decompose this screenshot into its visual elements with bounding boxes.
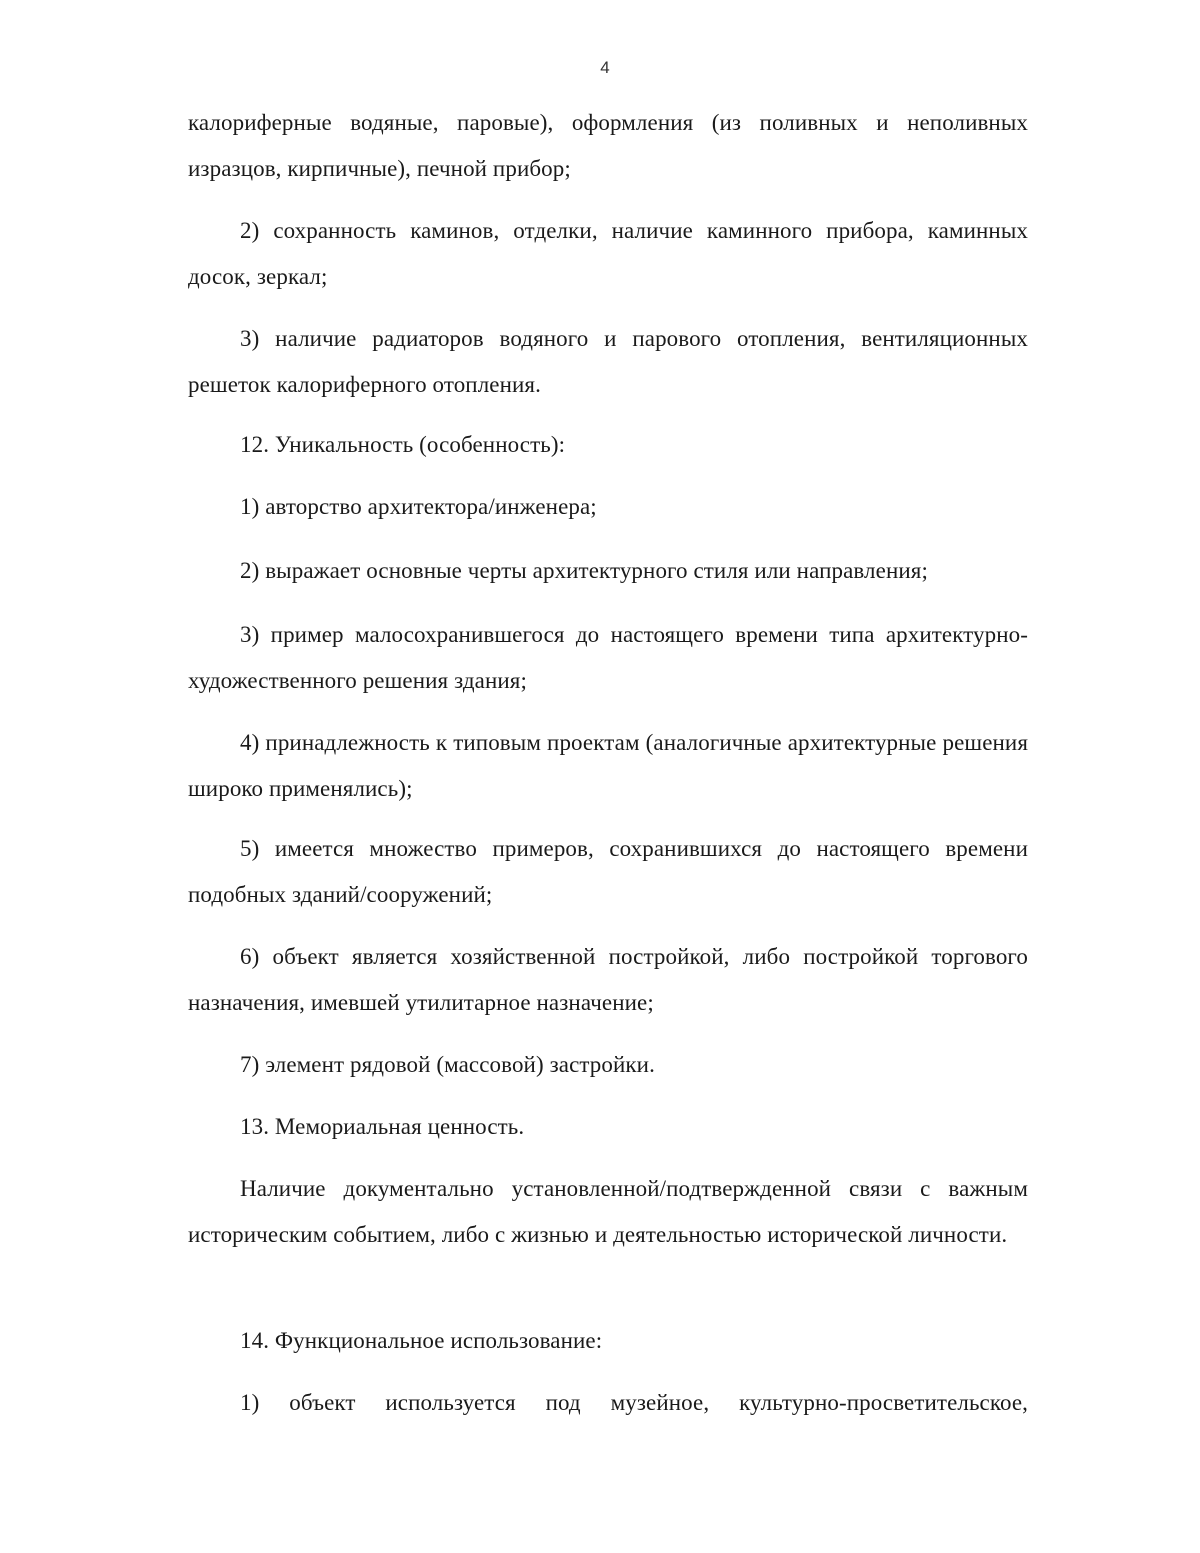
list-item-ordinary-building: 7) элемент рядовой (массовой) застройки. [240, 1052, 655, 1077]
heading-uniqueness: 12. Уникальность (особенность): [240, 432, 566, 457]
page-number: 4 [600, 58, 610, 77]
paragraph-fireplaces: 2) сохранность каминов, отделки, наличие каминного прибора, каминных досок, зеркал; [188, 218, 1028, 289]
list-item-rare-type: 3) пример малосохранившегося до настоящего времени типа архитектурно-художественного решения здания; [188, 622, 1028, 693]
heading-functional-use: 14. Функциональное использование: [240, 1328, 603, 1353]
heading-memorial-value: 13. Мемориальная ценность. [240, 1114, 525, 1139]
paragraph-radiators: 3) наличие радиаторов водяного и парового отопления, вентиляционных решеток калориферного отопления. [188, 326, 1028, 397]
list-item-many-examples: 5) имеется множество примеров, сохранившихся до настоящего времени подобных зданий/сооружений; [188, 836, 1028, 907]
list-item-style: 2) выражает основные черты архитектурного стиля или направления; [240, 558, 928, 583]
paragraph-heating-continued: калориферные водяные, паровые), оформления (из поливных и неполивных изразцов, кирпичные), печной прибор; [188, 110, 1028, 181]
list-item-museum-use: 1) объект используется под музейное, культурно-просветительское, [240, 1390, 1028, 1415]
list-item-utility-building: 6) объект является хозяйственной постройкой, либо постройкой торгового назначения, имевшей утилитарное назначение; [188, 944, 1028, 1015]
paragraph-memorial-connection: Наличие документально установленной/подтвержденной связи с важным историческим событием, либо с жизнью и деятельностью исторической личности. [188, 1176, 1028, 1247]
list-item-authorship: 1) авторство архитектора/инженера; [240, 494, 597, 519]
list-item-typical-projects: 4) принадлежность к типовым проектам (аналогичные архитектурные решения широко применялись); [188, 730, 1028, 801]
